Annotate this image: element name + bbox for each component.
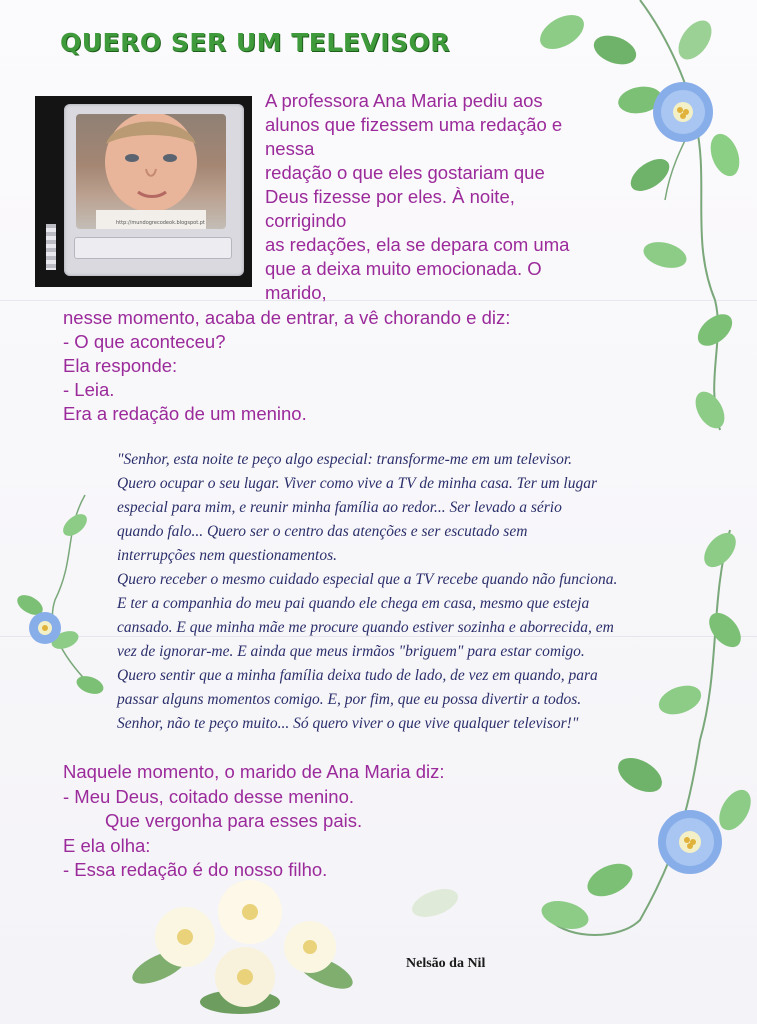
intro-line: Era a redação de um menino. xyxy=(63,403,307,424)
image-url-caption: http://mundogrecodeok.blogspot.pt xyxy=(116,220,205,226)
blue-flower xyxy=(658,810,722,874)
intro-line: nesse momento, acaba de entrar, a vê chorando e diz: xyxy=(63,307,511,328)
letter-line: interrupções nem questionamentos. xyxy=(117,547,337,564)
intro-paragraph-right xyxy=(265,89,569,305)
leaf xyxy=(59,510,91,540)
white-flower xyxy=(215,947,275,1007)
intro-line: Ela responde: xyxy=(63,355,178,376)
dialogue-line: - Meu Deus, coitado desse menino. xyxy=(63,785,355,807)
letter-line: Quero ocupar o seu lugar. Viver como vive a TV de minha casa. Ter um lugar xyxy=(117,475,598,492)
leaf xyxy=(713,784,757,835)
closing-paragraph xyxy=(63,760,445,883)
intro-line: corrigindo xyxy=(265,210,347,231)
letter-line: E ter a companhia do meu pai quando ele chega em casa, mesmo que esteja xyxy=(117,595,590,612)
intro-line: A professora Ana Maria pediu aos xyxy=(265,90,543,111)
blue-flower xyxy=(29,612,61,644)
leaf xyxy=(612,751,668,799)
dialogue-line: - Essa redação é do nosso filho. xyxy=(63,859,328,880)
leaf xyxy=(705,130,744,180)
tv-image xyxy=(35,96,252,287)
leaf xyxy=(690,387,731,434)
leaf xyxy=(672,15,719,66)
letter-line: Quero receber o mesmo cuidado especial que a TV recebe quando não funciona. xyxy=(117,571,618,588)
intro-line: que a deixa muito emocionada. O xyxy=(265,258,542,279)
letter-line: passar alguns momentos comigo. E, por fim, que eu possa divertir a todos. xyxy=(117,691,582,708)
letter-line: Quero sentir que a minha família deixa tudo de lado, de vez em quando, para xyxy=(117,667,598,684)
letter-line: especial para mim, e reunir minha família ao redor... Ser levado a sério xyxy=(117,499,562,516)
leaf xyxy=(703,607,747,653)
intro-line: Deus fizesse por eles. À noite, xyxy=(265,186,515,207)
tv-side-buttons xyxy=(46,224,56,270)
letter-line: Senhor, não te peço muito... Só quero viver o que vive qualquer televisor!" xyxy=(117,715,579,732)
letter-line: cansado. E que minha mãe me procure quando estiver sozinha e aborrecida, em xyxy=(117,619,614,636)
letter-line: vez de ignorar-me. E ainda que meus irmãos "briguem" para estar comigo. xyxy=(117,643,585,660)
white-flower xyxy=(155,907,215,967)
vine-flower-left-decoration xyxy=(5,490,115,700)
leaf xyxy=(590,30,640,69)
small-leaf-decoration xyxy=(405,878,465,928)
intro-line: alunos que fizessem uma redação e xyxy=(265,114,563,135)
intro-line: marido, xyxy=(265,282,327,303)
dialogue-line: Que vergonha para esses pais. xyxy=(105,810,363,831)
leaf xyxy=(582,857,637,903)
leaf xyxy=(538,896,591,934)
white-flower xyxy=(218,880,282,944)
dialogue-line: - O que aconteceu? xyxy=(63,331,226,352)
intro-line: redação o que eles gostariam que xyxy=(265,162,545,183)
closing-line: E ela olha: xyxy=(63,834,151,856)
intro-paragraph-full xyxy=(63,306,510,426)
letter-line: "Senhor, esta noite te peço algo especial: transforme-me em um televisor. xyxy=(117,451,573,468)
closing-line: Naquele momento, o marido de Ana Maria diz: xyxy=(63,761,445,782)
leaf xyxy=(692,308,738,352)
author-signature: Nelsão da Nil xyxy=(406,956,486,971)
tv-control-panel xyxy=(74,237,232,259)
letter-line: quando falo... Quero ser o centro das atenções e ser escutado sem xyxy=(117,523,528,540)
page-title: QUERO SER UM TELEVISOR xyxy=(60,28,451,57)
boy-letter xyxy=(117,448,692,736)
intro-line: as redações, ela se depara com uma xyxy=(265,234,570,255)
tv-screen-boy-photo xyxy=(76,114,226,229)
blue-flower xyxy=(653,82,713,142)
leaf xyxy=(698,527,742,573)
television-illustration xyxy=(64,104,244,276)
dialogue-line: - Leia. xyxy=(63,379,115,400)
intro-line: nessa xyxy=(265,138,315,159)
leaf xyxy=(74,673,106,698)
white-flowers-decoration xyxy=(120,872,365,1022)
white-flower xyxy=(284,921,336,973)
leaf xyxy=(641,238,690,273)
boy-face-picture xyxy=(76,114,226,229)
leaf xyxy=(534,8,590,56)
